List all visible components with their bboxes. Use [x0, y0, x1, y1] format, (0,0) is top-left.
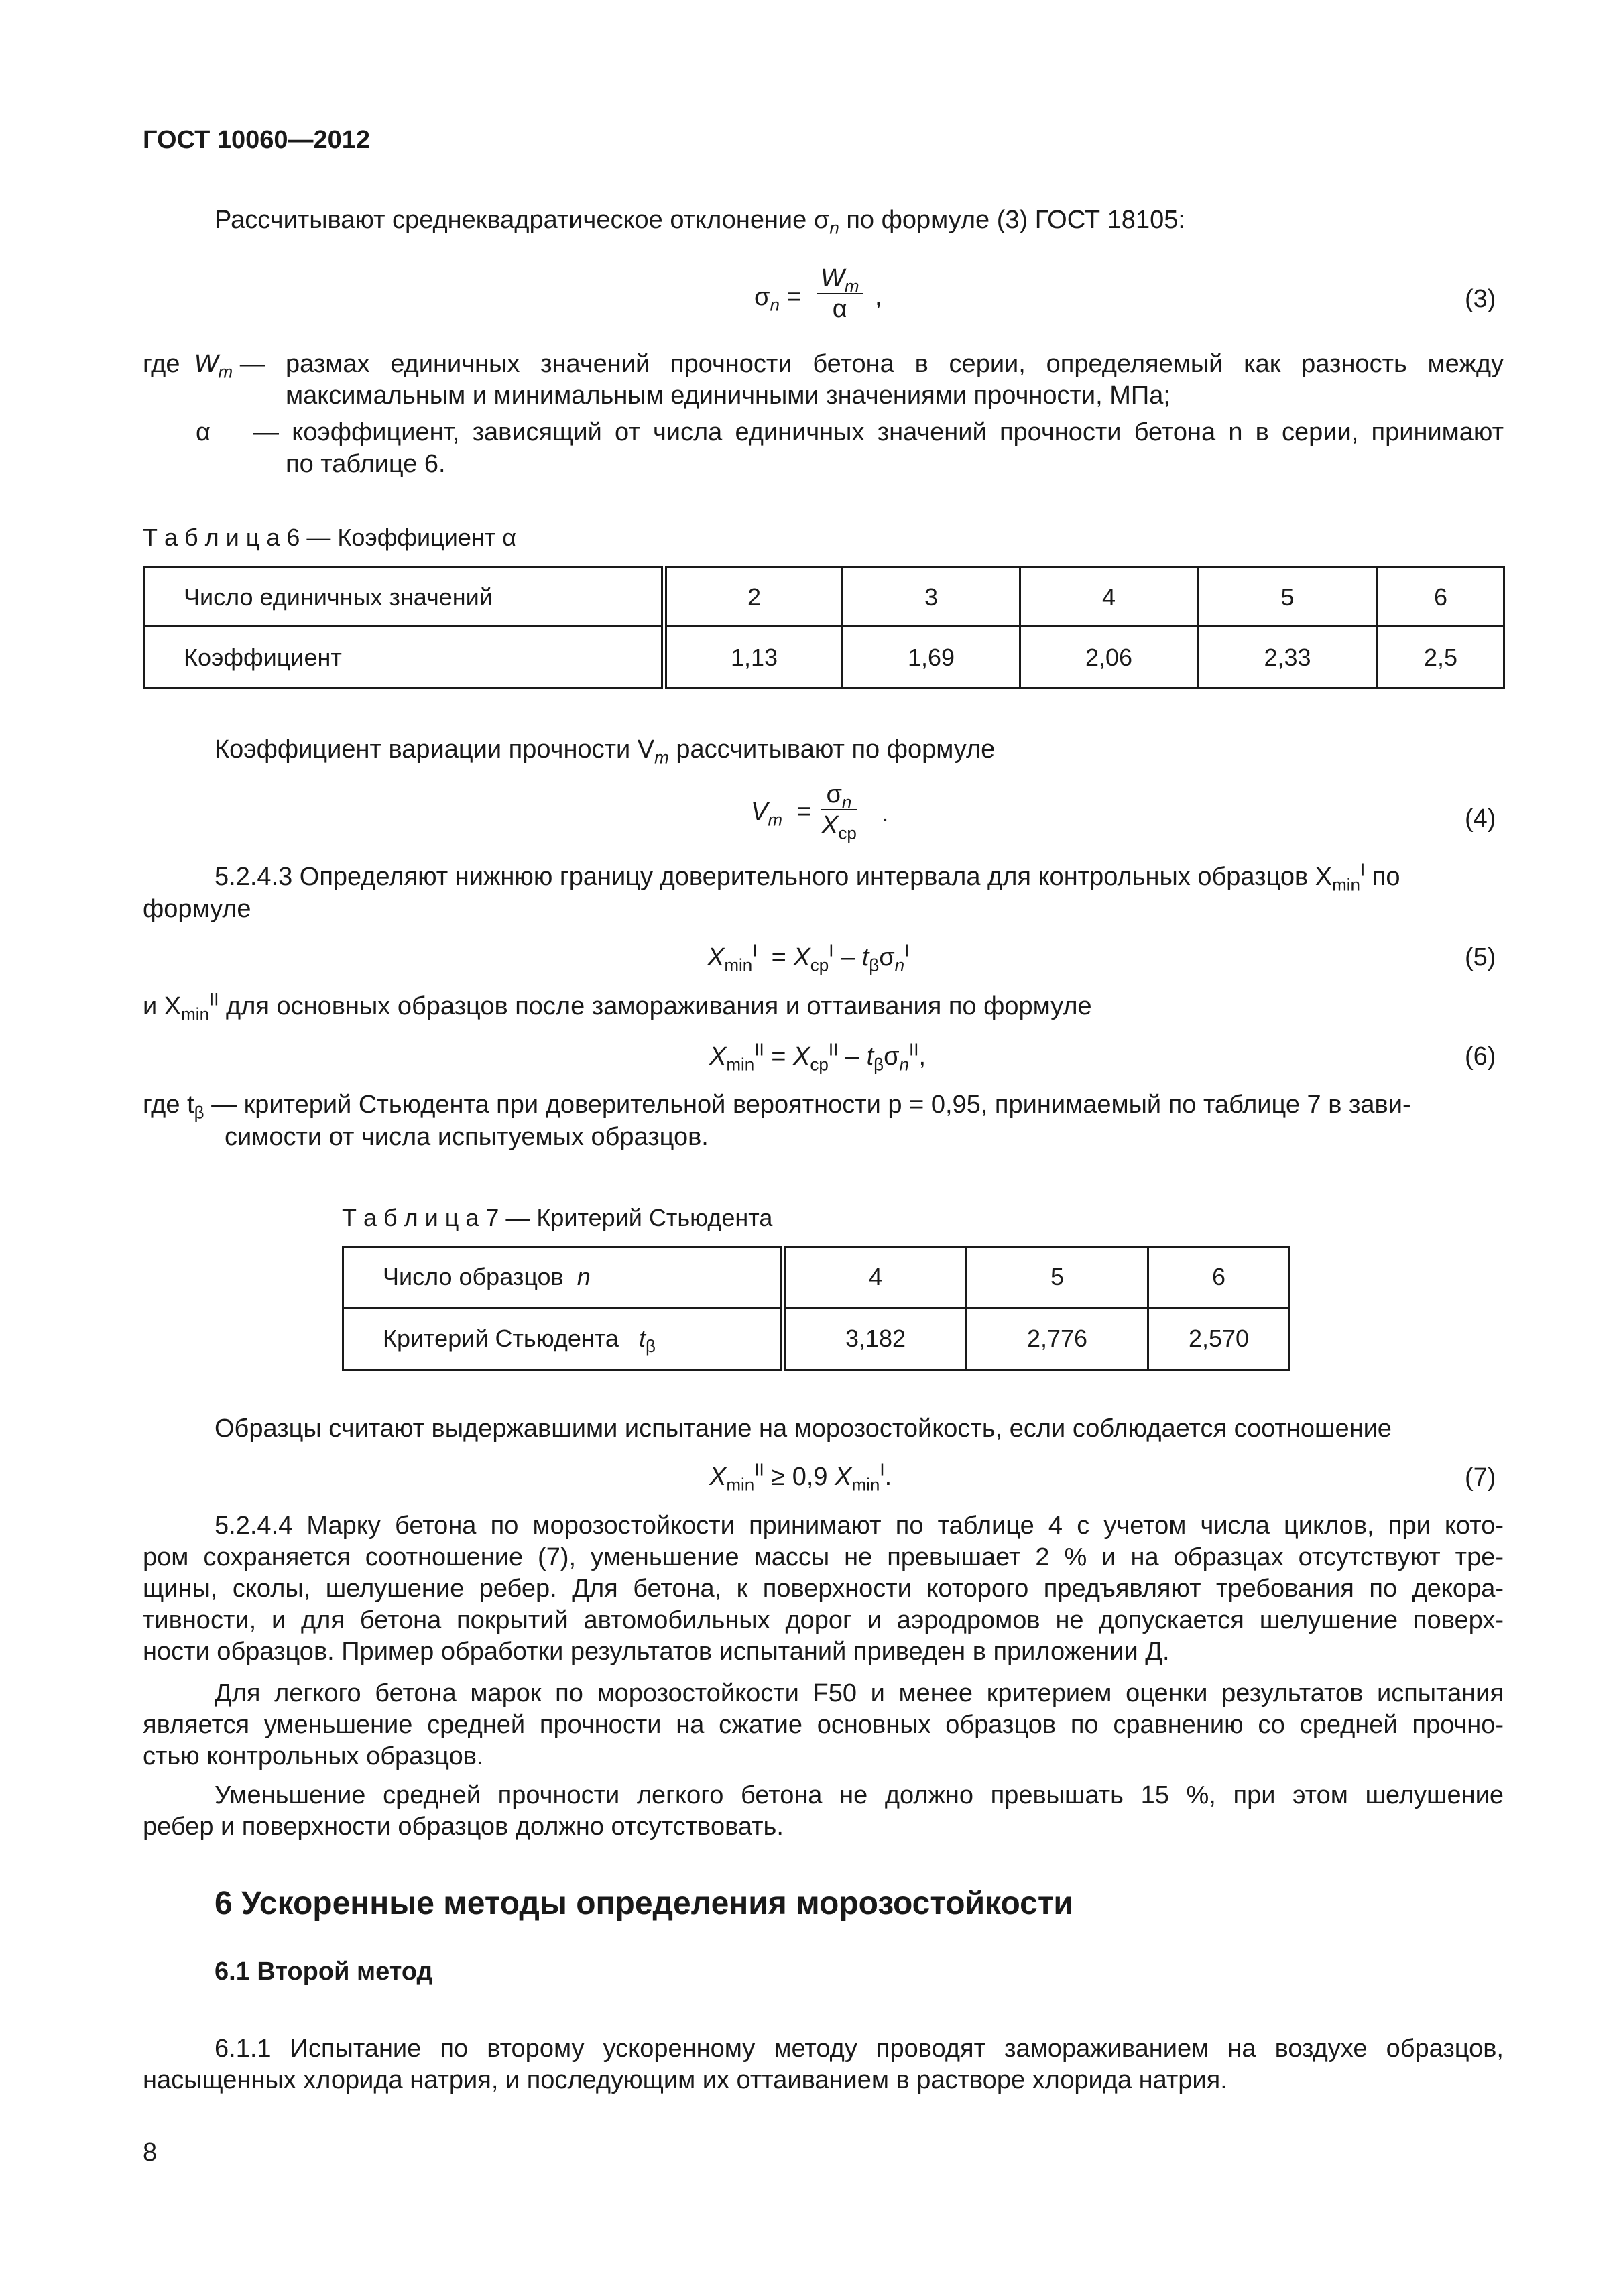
table-7-row-student: Критерий Стьюдента $t_\beta$ 3,182 2,776 2,570	[343, 1308, 1290, 1370]
formula-6-number: (6)	[1465, 1042, 1496, 1071]
p-light-line3: стью контрольных образцов.	[143, 1742, 484, 1770]
p-reduce-line2: ребер и поверхности образцов должно отсутствовать.	[143, 1813, 784, 1841]
formula-3-tail: ,	[875, 283, 882, 311]
formula-3-lhs: $\sigma_n$ =	[754, 283, 802, 315]
p611-line1: 6.1.1 Испытание по второму ускоренному методу проводят замораживанием на воздухе образцов,	[215, 2035, 1504, 2063]
p5244-line5: ности образцов. Пример обработки результатов испытаний приведен в приложении Д.	[143, 1638, 1170, 1666]
formula-3-number: (3)	[1465, 285, 1496, 313]
formula-4-lhs: $V_m$ =	[751, 798, 812, 830]
where-t-line2: симости от числа испытуемых образцов.	[225, 1123, 709, 1151]
p5244-line4: тивности, и для бетона покрытий автомобильных дорог и аэродромов не допускается шелушение поверх-	[143, 1606, 1504, 1634]
formula-4-number: (4)	[1465, 804, 1496, 833]
p-reduce-line1: Уменьшение средней прочности легкого бетона не должно превышать 15 %, при этом шелушение	[215, 1781, 1504, 1809]
formula-7-number: (7)	[1465, 1463, 1496, 1492]
page-number: 8	[143, 2138, 158, 2167]
where-t-line1: где $t_\beta$ — критерий Стьюдента при доверительной вероятности p = 0,95, принимаемый по таблице 7 в зави-	[143, 1091, 1411, 1123]
p5244-line3: щины, сколы, шелушение ребер. Для бетона, к поверхности которого предъявляют требования по декора-	[143, 1575, 1504, 1603]
p5243-line1: 5.2.4.3 Определяют нижнюю границу доверительного интервала для контрольных образцов $X_{min}^I$ по	[215, 859, 1400, 895]
formula-4-fraction: $\sigma_n$ $X_{ср}$	[821, 780, 857, 843]
formula-5-number: (5)	[1465, 943, 1496, 971]
p5244-line2: ром сохраняется соотношение (7), уменьшение массы не превышает 2 % и на образцах отсутствуют тре-	[143, 1543, 1504, 1571]
withstand-line: Образцы считают выдержавшими испытание на морозостойкость, если соблюдается соотношение	[215, 1414, 1392, 1443]
section-6-heading: 6 Ускоренные методы определения морозостойкости	[215, 1886, 1073, 1921]
p-light-line2: является уменьшение средней прочности на сжатие основных образцов по сравнению со средней прочно-	[143, 1711, 1504, 1739]
p5244-line1: 5.2.4.4 Марку бетона по морозостойкости принимают по таблице 4 с учетом числа циклов, при кото-	[215, 1512, 1504, 1540]
table-7-caption: Т а б л и ц а 7 — Критерий Стьюдента	[342, 1204, 773, 1231]
p-light-line1: Для легкого бетона марок по морозостойкости F50 и менее критерием оценки результатов испытания	[215, 1679, 1504, 1707]
intro-sigma-line: Рассчитывают среднеквадратическое отклонение $\sigma_n$ по формуле (3) ГОСТ 18105:	[215, 206, 1185, 238]
formula-3-fraction: $\frac{W_m}{\alpha}$	[817, 263, 863, 324]
document-header: ГОСТ 10060—2012	[143, 126, 371, 154]
variation-line: Коэффициент вариации прочности $V_m$ рассчитывают по формуле	[215, 735, 996, 768]
and-xmin-line: и $X_{min}^{II}$ для основных образцов после замораживания и оттаивания по формуле	[143, 989, 1092, 1024]
formula-4-tail: .	[882, 799, 889, 827]
table-7-row-count: Число образцов n 4 5 6	[343, 1247, 1290, 1308]
alpha-line1: — коэффициент, зависящий от числа единичных значений прочности бетона n в серии, принимают	[253, 418, 1504, 446]
p5243-line2: формуле	[143, 895, 251, 923]
table-6-row-count: Число единичных значений 2 3 4 5 6	[144, 568, 1504, 627]
formula-5: $X_{min}^I = X_{ср}^I - t_\beta\sigma_n^I$	[707, 940, 910, 975]
where-wm-line2: максимальным и минимальным единичными значениями прочности, МПа;	[286, 381, 1170, 410]
formula-7: $X_{min}^{II} \ge 0,9$ $X_{min}^I$.	[709, 1459, 892, 1495]
table-6-row-coefficient: Коэффициент 1,13 1,69 2,06 2,33 2,5	[144, 627, 1504, 688]
p611-line2: насыщенных хлорида натрия, и последующим их оттаиванием в растворе хлорида натрия.	[143, 2066, 1227, 2094]
where-wm-label: где $W_m$ —	[143, 350, 265, 382]
alpha-line2: по таблице 6.	[286, 450, 446, 478]
table-7	[342, 1246, 1290, 1371]
subsection-6-1-heading: 6.1 Второй метод	[215, 1957, 433, 1986]
where-wm-line1: размах единичных значений прочности бетона в серии, определяемый как разность между	[286, 350, 1504, 378]
formula-6: $X_{min}^{II} = X_{ср}^{II} - t_\beta\sigma_n^{II}$,	[709, 1039, 926, 1075]
table-6	[143, 566, 1505, 689]
table-6-caption: Т а б л и ц а 6 — Коэффициент α	[143, 524, 517, 551]
alpha-symbol: α	[196, 418, 211, 446]
